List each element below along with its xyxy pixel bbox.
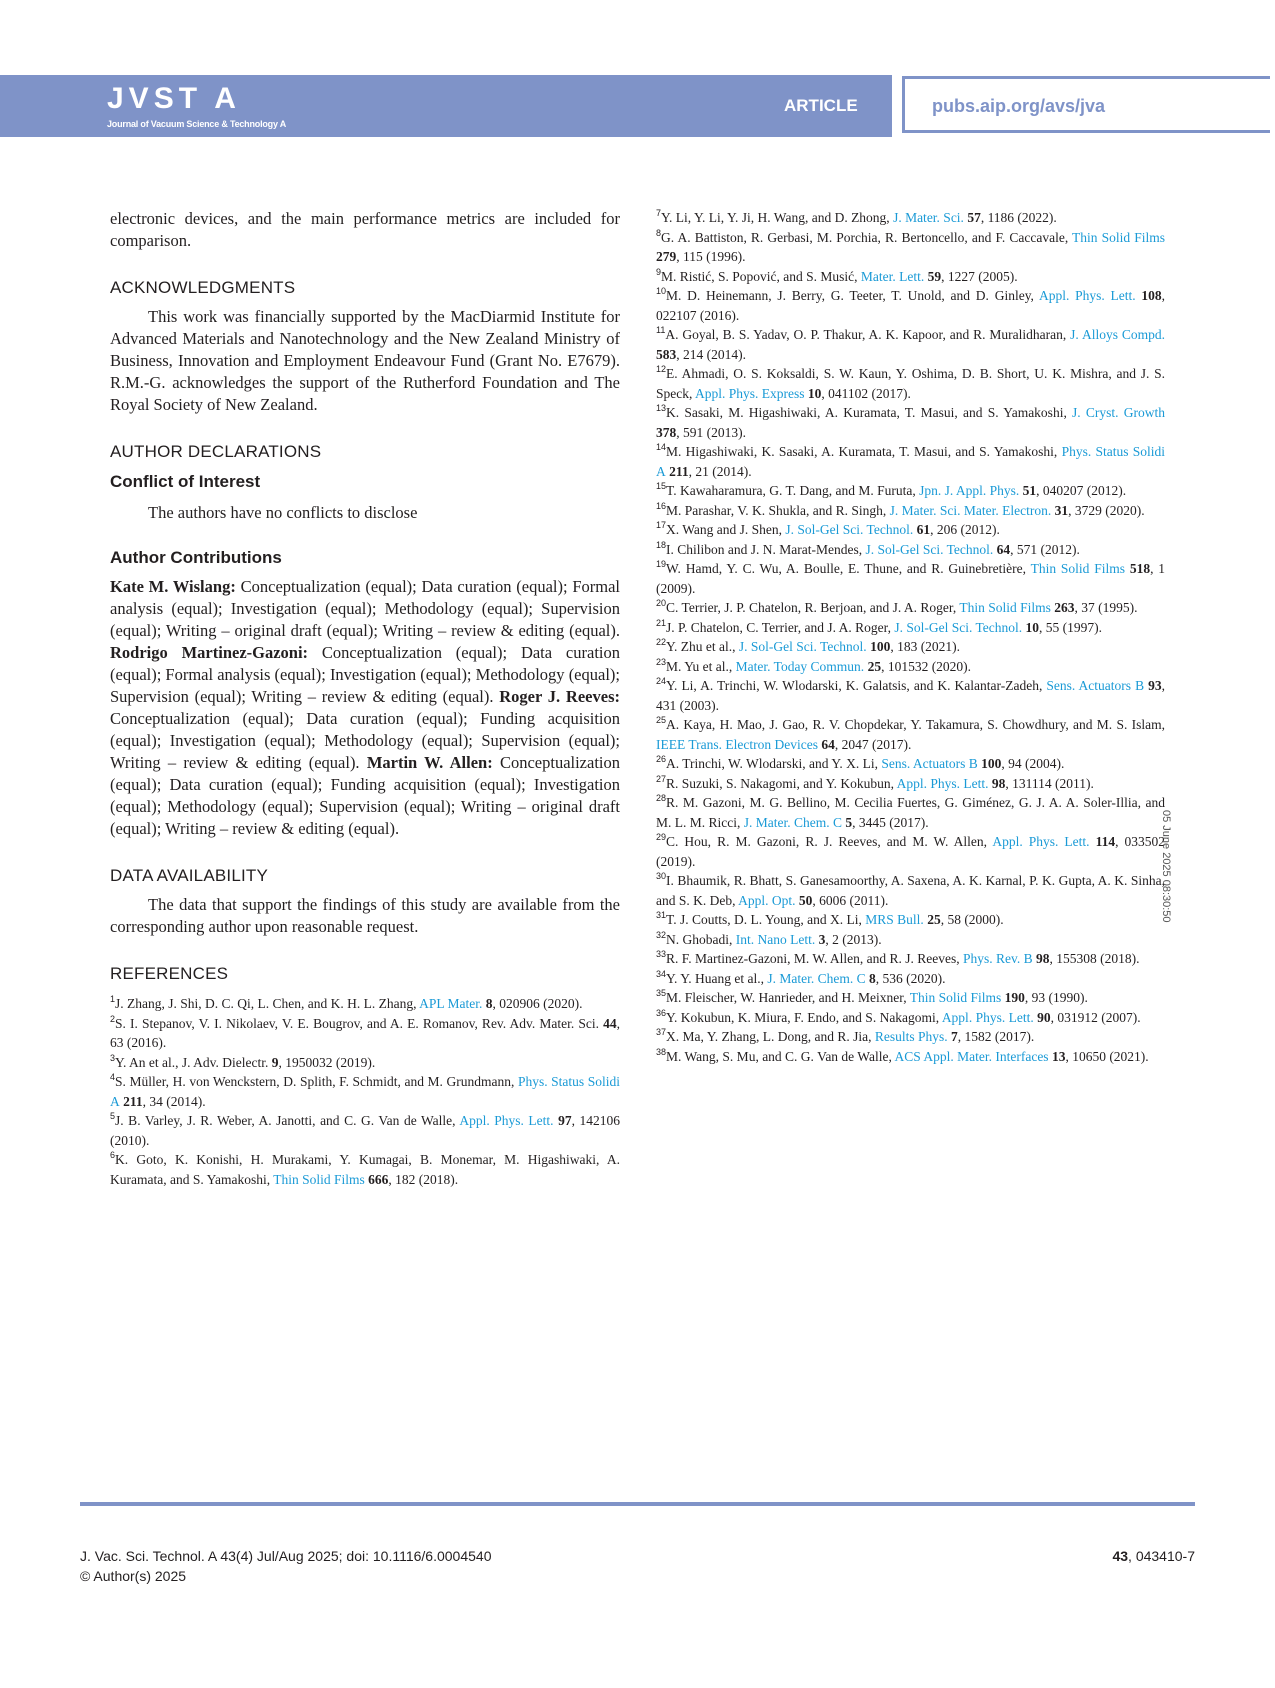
- reference-pages-year: , 142106 (2010).: [110, 1113, 621, 1148]
- reference-pages-year: , 94 (2004).: [1001, 756, 1065, 771]
- reference-authors: Y. Kokubun, K. Miura, F. Endo, and S. Nakagomi,: [666, 1009, 942, 1025]
- reference-number: 11: [656, 325, 666, 335]
- journal-logo[interactable]: JVST A: [107, 82, 241, 115]
- reference-item: [656, 267, 1165, 287]
- reference-item: [656, 559, 1165, 598]
- reference-item: [656, 501, 1165, 521]
- reference-volume: 9: [271, 1054, 279, 1070]
- reference-volume: 13: [1051, 1048, 1066, 1064]
- reference-number: 38: [656, 1046, 667, 1057]
- reference-number: 16: [656, 500, 667, 511]
- reference-journal-link[interactable]: MRS Bull.: [865, 912, 924, 927]
- reference-pages-year: , 1582 (2017).: [957, 1029, 1035, 1044]
- journal-url-link[interactable]: pubs.aip.org/avs/jva: [932, 96, 1106, 116]
- reference-item: [656, 228, 1165, 267]
- reference-journal-link[interactable]: APL Mater.: [419, 996, 483, 1011]
- reference-journal-link[interactable]: Results Phys.: [874, 1029, 948, 1044]
- reference-item: [656, 520, 1165, 540]
- reference-volume: 100: [870, 639, 891, 654]
- reference-volume: 8: [869, 970, 876, 986]
- footer-volume: 43: [1112, 1548, 1129, 1564]
- reference-journal-link[interactable]: J. Cryst. Growth: [1072, 405, 1165, 420]
- reference-volume: 3: [818, 931, 826, 947]
- reference-volume: 279: [656, 249, 677, 264]
- reference-number: 5: [110, 1111, 116, 1121]
- reference-item: [656, 403, 1165, 442]
- reference-authors: A. Goyal, B. S. Yadav, O. P. Thakur, A. K. Kapoor, and R. Muralidharan,: [665, 327, 1071, 342]
- reference-authors: Y. Li, A. Trinchi, W. Wlodarski, K. Galatsis, and K. Kalantar-Zadeh,: [666, 678, 1047, 693]
- reference-pages-year: , 1950032 (2019).: [278, 1054, 376, 1070]
- reference-item: [656, 969, 1165, 989]
- reference-journal-link[interactable]: Mater. Today Commun.: [735, 658, 865, 674]
- reference-pages-year: , 6006 (2011).: [812, 892, 889, 908]
- reference-pages-year: , 206 (2012).: [930, 522, 1000, 537]
- reference-authors: X. Ma, Y. Zhang, L. Dong, and R. Jia,: [666, 1029, 875, 1044]
- reference-pages-year: , 58 (2000).: [940, 912, 1004, 927]
- reference-volume: 583: [656, 346, 677, 362]
- reference-journal-link[interactable]: Appl. Phys. Express: [695, 385, 805, 401]
- reference-authors: R. Suzuki, S. Nakagomi, and Y. Kokubun,: [666, 775, 897, 791]
- reference-pages-year: , 155308 (2018).: [1049, 951, 1140, 966]
- reference-volume: 10: [1025, 619, 1040, 635]
- reference-authors: Y. Zhu et al.,: [666, 639, 739, 654]
- reference-item: [656, 1047, 1165, 1067]
- footer-citation: J. Vac. Sci. Technol. A 43(4) Jul/Aug 2025; doi: 10.1116/6.0004540: [80, 1548, 492, 1564]
- references-list-left: [110, 994, 620, 1189]
- reference-pages-year: , 536 (2020).: [875, 970, 946, 986]
- reference-number: 10: [656, 286, 667, 296]
- reference-item: [656, 637, 1165, 657]
- reference-volume: 57: [967, 210, 981, 225]
- reference-number: 29: [656, 832, 667, 842]
- reference-number: 32: [656, 929, 667, 940]
- reference-volume: 8: [485, 996, 493, 1011]
- reference-number: 8: [656, 227, 662, 238]
- reference-journal-link[interactable]: Jpn. J. Appl. Phys.: [919, 483, 1020, 498]
- download-timestamp: 05 June 2025 08:30:50: [1160, 810, 1172, 923]
- reference-item: [110, 1150, 620, 1189]
- reference-number: 22: [656, 637, 667, 647]
- reference-pages-year: , 033502 (2019).: [656, 834, 1166, 869]
- reference-volume: 114: [1095, 834, 1116, 849]
- reference-authors: I. Chilibon and J. N. Marat-Mendes,: [666, 541, 866, 557]
- reference-authors: J. Zhang, J. Shi, D. C. Qi, L. Chen, and K. H. L. Zhang,: [115, 996, 420, 1011]
- reference-authors: J. B. Varley, J. R. Weber, A. Janotti, and C. G. Van de Walle,: [115, 1113, 460, 1128]
- reference-pages-year: , 3445 (2017).: [852, 814, 929, 830]
- reference-pages-year: , 93 (1990).: [1024, 990, 1088, 1005]
- reference-item: [656, 774, 1165, 794]
- footer-page: [1112, 1546, 1195, 1566]
- footer-rule: [80, 1502, 1195, 1506]
- reference-number: 33: [656, 949, 667, 959]
- reference-pages-year: , 431 (2003).: [656, 678, 1165, 713]
- reference-pages-year: , 131114 (2011).: [1005, 775, 1094, 791]
- reference-item: [110, 1014, 620, 1053]
- reference-journal-link[interactable]: Phys. Rev. B: [963, 951, 1033, 966]
- reference-authors: R. F. Martinez-Gazoni, M. W. Allen, and R. J. Reeves,: [666, 951, 964, 966]
- reference-journal-link[interactable]: J. Sol-Gel Sci. Technol.: [738, 639, 867, 654]
- contributor-name: Kate M. Wislang:: [110, 577, 236, 596]
- reference-item: [656, 832, 1165, 871]
- reference-number: 31: [656, 910, 667, 920]
- reference-journal-link[interactable]: Thin Solid Films: [959, 600, 1051, 615]
- reference-journal-link[interactable]: J. Mater. Chem. C: [767, 970, 866, 986]
- reference-pages-year: , 2047 (2017).: [834, 736, 912, 752]
- reference-journal-link[interactable]: Appl. Opt.: [738, 892, 796, 908]
- reference-number: 19: [656, 559, 667, 569]
- reference-authors: E. Ahmadi, O. S. Koksaldi, S. W. Kaun, Y. Oshima, D. B. Short, U. K. Mishra, and J. S. Speck,: [656, 366, 1165, 401]
- reference-number: 18: [656, 539, 667, 550]
- reference-number: 12: [656, 364, 667, 374]
- reference-item: [656, 871, 1165, 910]
- reference-volume: 108: [1141, 288, 1162, 303]
- reference-volume: 666: [368, 1171, 389, 1187]
- data-availability-text: The data that support the findings of this study are available from the corresponding author upon reasonable request.: [110, 895, 620, 936]
- footer-copyright: © Author(s) 2025: [80, 1568, 187, 1584]
- intro-paragraph: electronic devices, and the main performance metrics are included for comparison.: [110, 209, 620, 250]
- reference-authors: M. Parashar, V. K. Shukla, and R. Singh,: [666, 502, 890, 518]
- reference-pages-year: , 21 (2014).: [688, 463, 752, 479]
- reference-journal-link[interactable]: Thin Solid Films: [273, 1171, 365, 1187]
- reference-journal-link[interactable]: Appl. Phys. Lett.: [941, 1009, 1034, 1025]
- reference-journal-link[interactable]: ACS Appl. Mater. Interfaces: [894, 1048, 1049, 1064]
- reference-authors: M. Higashiwaki, K. Sasaki, A. Kuramata, T. Masui, and S. Yamakoshi,: [666, 444, 1062, 459]
- reference-number: 9: [656, 266, 662, 277]
- reference-item: [656, 1027, 1165, 1047]
- reference-authors: J. P. Chatelon, C. Terrier, and J. A. Roger,: [666, 619, 895, 635]
- reference-journal-link[interactable]: J. Sol-Gel Sci. Technol.: [894, 619, 1023, 635]
- reference-number: 20: [656, 598, 667, 608]
- reference-item: [656, 442, 1165, 481]
- reference-volume: 100: [981, 756, 1002, 771]
- reference-number: 28: [656, 793, 667, 803]
- reference-volume: 31: [1054, 502, 1069, 518]
- reference-authors: S. Müller, H. von Wenckstern, D. Splith, F. Schmidt, and M. Grundmann,: [115, 1074, 518, 1089]
- reference-item: [656, 910, 1165, 930]
- reference-journal-link[interactable]: Appl. Phys. Lett.: [896, 775, 989, 791]
- reference-authors: A. Trinchi, W. Wlodarski, and Y. X. Li,: [666, 756, 882, 771]
- reference-item: [656, 364, 1165, 403]
- reference-volume: 98: [991, 775, 1006, 791]
- reference-item: [656, 481, 1165, 501]
- reference-volume: 61: [916, 522, 931, 537]
- data-availability-heading: DATA AVAILABILITY: [110, 866, 269, 885]
- article-tag: ARTICLE: [784, 96, 858, 115]
- reference-number: 34: [656, 968, 667, 979]
- reference-authors: M. Yu et al.,: [666, 658, 736, 674]
- reference-item: [656, 618, 1165, 638]
- reference-number: 2: [110, 1013, 116, 1024]
- references-heading: REFERENCES: [110, 964, 229, 983]
- reference-pages-year: , 2 (2013).: [825, 931, 882, 947]
- reference-authors: X. Wang and J. Shen,: [666, 522, 786, 537]
- reference-volume: 64: [821, 736, 835, 752]
- acknowledgments-text: This work was financially supported by the MacDiarmid Institute for Advanced Materials and Nanotechnology and the New Zealand Ministry of Business, Innovation and Employment Endeavour Fund (Grant No. E7679). R.M.-G. acknowledges the support of the Rutherford Foundation and The Royal Society of New Zealand.: [110, 307, 620, 414]
- reference-volume: 378: [656, 424, 677, 440]
- reference-number: 23: [656, 656, 667, 667]
- contributor-name: Martin W. Allen:: [366, 753, 493, 772]
- reference-volume: 518: [1129, 561, 1151, 576]
- reference-item: [110, 1072, 620, 1111]
- reference-journal-link[interactable]: Phys. Status Solidi A: [110, 1074, 620, 1109]
- reference-item: [656, 540, 1165, 560]
- reference-authors: R. M. Gazoni, M. G. Bellino, M. Cecilia Fuertes, G. Giménez, G. J. A. A. Soler-Illia, and M. L. M. Ricci,: [656, 795, 1165, 830]
- reference-volume: 93: [1148, 678, 1162, 693]
- reference-authors: T. J. Coutts, D. L. Young, and X. Li,: [666, 912, 866, 927]
- reference-pages-year: , 040207 (2012).: [1036, 483, 1127, 498]
- footer-page-number: , 043410-7: [1128, 1548, 1195, 1564]
- reference-item: [656, 598, 1165, 618]
- reference-journal-link[interactable]: Thin Solid Films: [1072, 229, 1165, 245]
- reference-journal-link[interactable]: Thin Solid Films: [909, 990, 1002, 1005]
- author-declarations-heading: AUTHOR DECLARATIONS: [110, 442, 322, 461]
- reference-pages-year: , 115 (1996).: [676, 249, 746, 264]
- reference-authors: M. Ristić, S. Popović, and S. Musić,: [661, 268, 861, 284]
- reference-authors: Y. Li, Y. Li, Y. Ji, H. Wang, and D. Zhong,: [661, 210, 894, 225]
- reference-number: 27: [656, 773, 667, 784]
- footer-citation-block: [80, 1546, 491, 1586]
- reference-journal-link[interactable]: J. Mater. Sci. Mater. Electron.: [889, 502, 1052, 518]
- conflict-text: The authors have no conflicts to disclose: [148, 503, 418, 522]
- reference-number: 14: [656, 442, 667, 452]
- reference-item: [110, 1053, 620, 1073]
- contributor-name: Roger J. Reeves:: [499, 687, 620, 706]
- reference-number: 24: [656, 676, 667, 686]
- reference-volume: 7: [951, 1029, 958, 1044]
- reference-volume: 263: [1054, 600, 1075, 615]
- reference-item: [656, 325, 1165, 364]
- reference-volume: 25: [927, 912, 941, 927]
- reference-pages-year: , 020906 (2020).: [492, 996, 583, 1011]
- reference-item: [656, 930, 1165, 950]
- reference-number: 17: [656, 520, 667, 530]
- reference-volume: 90: [1037, 1009, 1051, 1025]
- reference-pages-year: , 022107 (2016).: [656, 288, 1165, 323]
- reference-journal-link[interactable]: Phys. Status Solidi A: [656, 444, 1165, 479]
- reference-pages-year: , 101532 (2020).: [881, 658, 972, 674]
- reference-journal-link[interactable]: J. Mater. Sci.: [893, 210, 964, 225]
- reference-authors: C. Hou, R. M. Gazoni, R. J. Reeves, and M. W. Allen,: [666, 834, 993, 849]
- reference-authors: A. Kaya, H. Mao, J. Gao, R. V. Chopdekar, Y. Takamura, S. Chowdhury, and M. S. Islam,: [666, 717, 1165, 732]
- reference-item: [656, 676, 1165, 715]
- contributions-heading: Author Contributions: [110, 548, 282, 567]
- reference-journal-link[interactable]: J. Sol-Gel Sci. Technol.: [865, 541, 994, 557]
- reference-number: 30: [656, 871, 667, 881]
- reference-number: 6: [110, 1150, 116, 1160]
- reference-journal-link[interactable]: Int. Nano Lett.: [735, 931, 816, 947]
- reference-pages-year: , 1227 (2005).: [941, 268, 1018, 284]
- reference-volume: 211: [123, 1093, 143, 1109]
- reference-item: [656, 988, 1165, 1008]
- reference-pages-year: , 214 (2014).: [676, 346, 746, 362]
- reference-pages-year: , 34 (2014).: [142, 1093, 206, 1109]
- acknowledgments-heading: ACKNOWLEDGMENTS: [110, 278, 296, 297]
- reference-pages-year: , 55 (1997).: [1039, 619, 1103, 635]
- reference-number: 26: [656, 754, 667, 764]
- reference-item: [656, 286, 1165, 325]
- reference-authors: W. Hamd, Y. C. Wu, A. Boulle, E. Thune, and R. Guinebretière,: [666, 561, 1031, 576]
- reference-journal-link[interactable]: J. Sol-Gel Sci. Technol.: [785, 522, 914, 537]
- contributor-roles: Conceptualization (equal); Data curation (equal); Funding acquisition (equal); Investigation (equal); Methodology (equal); Supervision (equal); Writing – original draft (equal); Writing – review & editing (equal).: [110, 753, 620, 838]
- reference-volume: 97: [558, 1113, 572, 1128]
- left-column: [110, 208, 620, 1189]
- reference-number: 36: [656, 1007, 667, 1018]
- reference-pages-year: , 3729 (2020).: [1068, 502, 1145, 518]
- reference-volume: 98: [1036, 951, 1050, 966]
- reference-journal-link[interactable]: Appl. Phys. Lett.: [459, 1113, 554, 1128]
- reference-item: [656, 949, 1165, 969]
- reference-volume: 211: [669, 463, 689, 479]
- reference-authors: M. Wang, S. Mu, and C. G. Van de Walle,: [666, 1048, 895, 1064]
- reference-item: [656, 715, 1165, 754]
- reference-pages-year: , 1 (2009).: [656, 561, 1166, 596]
- reference-authors: G. A. Battiston, R. Gerbasi, M. Porchia, R. Bertoncello, and F. Caccavale,: [661, 229, 1073, 245]
- reference-pages-year: , 10650 (2021).: [1065, 1048, 1149, 1064]
- reference-journal-link[interactable]: Appl. Phys. Lett.: [992, 834, 1090, 849]
- contributions-text: [110, 576, 620, 840]
- reference-volume: 44: [603, 1015, 617, 1031]
- reference-journal-link[interactable]: Sens. Actuators B: [881, 756, 978, 771]
- reference-pages-year: , 031912 (2007).: [1050, 1009, 1141, 1025]
- reference-authors: M. Fleischer, W. Hanrieder, and H. Meixner,: [666, 990, 910, 1005]
- reference-number: 13: [656, 403, 667, 413]
- contributor-roles: Conceptualization (equal); Data curation (equal); Formal analysis (equal); Investigation (equal); Methodology (equal); Supervision (equal); Writing – review & editing (equal).: [110, 643, 620, 706]
- reference-authors: M. D. Heinemann, J. Berry, G. Teeter, T. Unold, and D. Ginley,: [666, 288, 1039, 303]
- reference-pages-year: , 37 (1995).: [1074, 600, 1138, 615]
- reference-item: [656, 793, 1165, 832]
- reference-number: 3: [110, 1052, 116, 1063]
- reference-authors: K. Goto, K. Konishi, H. Murakami, Y. Kumagai, B. Monemar, M. Higashiwaki, A. Kuramata, and S. Yamakoshi,: [110, 1152, 620, 1187]
- reference-volume: 10: [807, 385, 822, 401]
- journal-name: Journal of Vacuum Science & Technology A: [107, 119, 287, 129]
- reference-item: [656, 208, 1165, 228]
- reference-journal-link[interactable]: Thin Solid Films: [1030, 561, 1125, 576]
- contributor-roles: Conceptualization (equal); Data curation (equal); Funding acquisition (equal); Investigation (equal); Methodology (equal); Supervision (equal); Writing – review & editing (equal).: [110, 709, 620, 772]
- reference-journal-link[interactable]: Appl. Phys. Lett.: [1038, 288, 1136, 303]
- contributor-roles: Conceptualization (equal); Data curation (equal); Formal analysis (equal); Investigation (equal); Methodology (equal); Supervision (equal); Writing – original draft (equal); Writing – review & editing (equal).: [110, 577, 621, 640]
- conflict-heading: Conflict of Interest: [110, 472, 261, 491]
- reference-volume: 59: [927, 268, 942, 284]
- reference-volume: 25: [867, 658, 882, 674]
- reference-authors: Y. An et al., J. Adv. Dielectr.: [115, 1054, 272, 1070]
- reference-item: [656, 1008, 1165, 1028]
- reference-pages-year: , 041102 (2017).: [821, 385, 911, 401]
- reference-journal-link[interactable]: J. Alloys Compd.: [1070, 327, 1165, 342]
- reference-volume: 51: [1022, 483, 1037, 498]
- reference-journal-link[interactable]: Sens. Actuators B: [1046, 678, 1145, 693]
- reference-item: [656, 657, 1165, 677]
- reference-number: 15: [656, 481, 667, 491]
- reference-pages-year: , 571 (2012).: [1010, 541, 1080, 557]
- reference-journal-link[interactable]: Mater. Lett.: [860, 268, 925, 284]
- reference-number: 1: [110, 994, 116, 1004]
- reference-authors: Y. Y. Huang et al.,: [666, 970, 768, 986]
- reference-number: 37: [656, 1027, 667, 1037]
- reference-pages-year: , 183 (2021).: [890, 639, 961, 654]
- reference-authors: I. Bhaumik, R. Bhatt, S. Ganesamoorthy, A. Saxena, A. K. Karnal, P. K. Gupta, A. K. Sinha, and S. K. Deb,: [656, 873, 1165, 908]
- contributor-name: Rodrigo Martinez-Gazoni:: [110, 643, 309, 662]
- reference-pages-year: , 63 (2016).: [110, 1015, 620, 1050]
- reference-item: [656, 754, 1165, 774]
- reference-authors: N. Ghobadi,: [666, 931, 736, 947]
- reference-journal-link[interactable]: J. Mater. Chem. C: [743, 814, 842, 830]
- reference-item: [110, 1111, 620, 1150]
- reference-pages-year: , 1186 (2022).: [980, 210, 1057, 225]
- reference-authors: S. I. Stepanov, V. I. Nikolaev, V. E. Bougrov, and A. E. Romanov, Rev. Adv. Mater. Sci.: [115, 1015, 604, 1031]
- reference-authors: C. Terrier, J. P. Chatelon, R. Berjoan, and J. A. Roger,: [666, 600, 960, 615]
- reference-number: 4: [110, 1072, 116, 1082]
- reference-number: 35: [656, 988, 667, 998]
- reference-journal-link[interactable]: IEEE Trans. Electron Devices: [656, 736, 818, 752]
- reference-pages-year: , 182 (2018).: [388, 1171, 459, 1187]
- reference-number: 7: [656, 208, 662, 218]
- reference-number: 21: [656, 617, 667, 628]
- reference-volume: 5: [845, 814, 853, 830]
- reference-number: 25: [656, 715, 667, 725]
- reference-volume: 64: [996, 541, 1011, 557]
- reference-item: [110, 994, 620, 1014]
- reference-volume: 190: [1004, 990, 1025, 1005]
- reference-volume: 50: [798, 892, 813, 908]
- reference-authors: T. Kawaharamura, G. T. Dang, and M. Furuta,: [666, 483, 920, 498]
- reference-authors: K. Sasaki, M. Higashiwaki, A. Kuramata, T. Masui, and S. Yamakoshi,: [666, 405, 1073, 420]
- reference-pages-year: , 591 (2013).: [676, 424, 746, 440]
- references-list-right: [656, 208, 1165, 1066]
